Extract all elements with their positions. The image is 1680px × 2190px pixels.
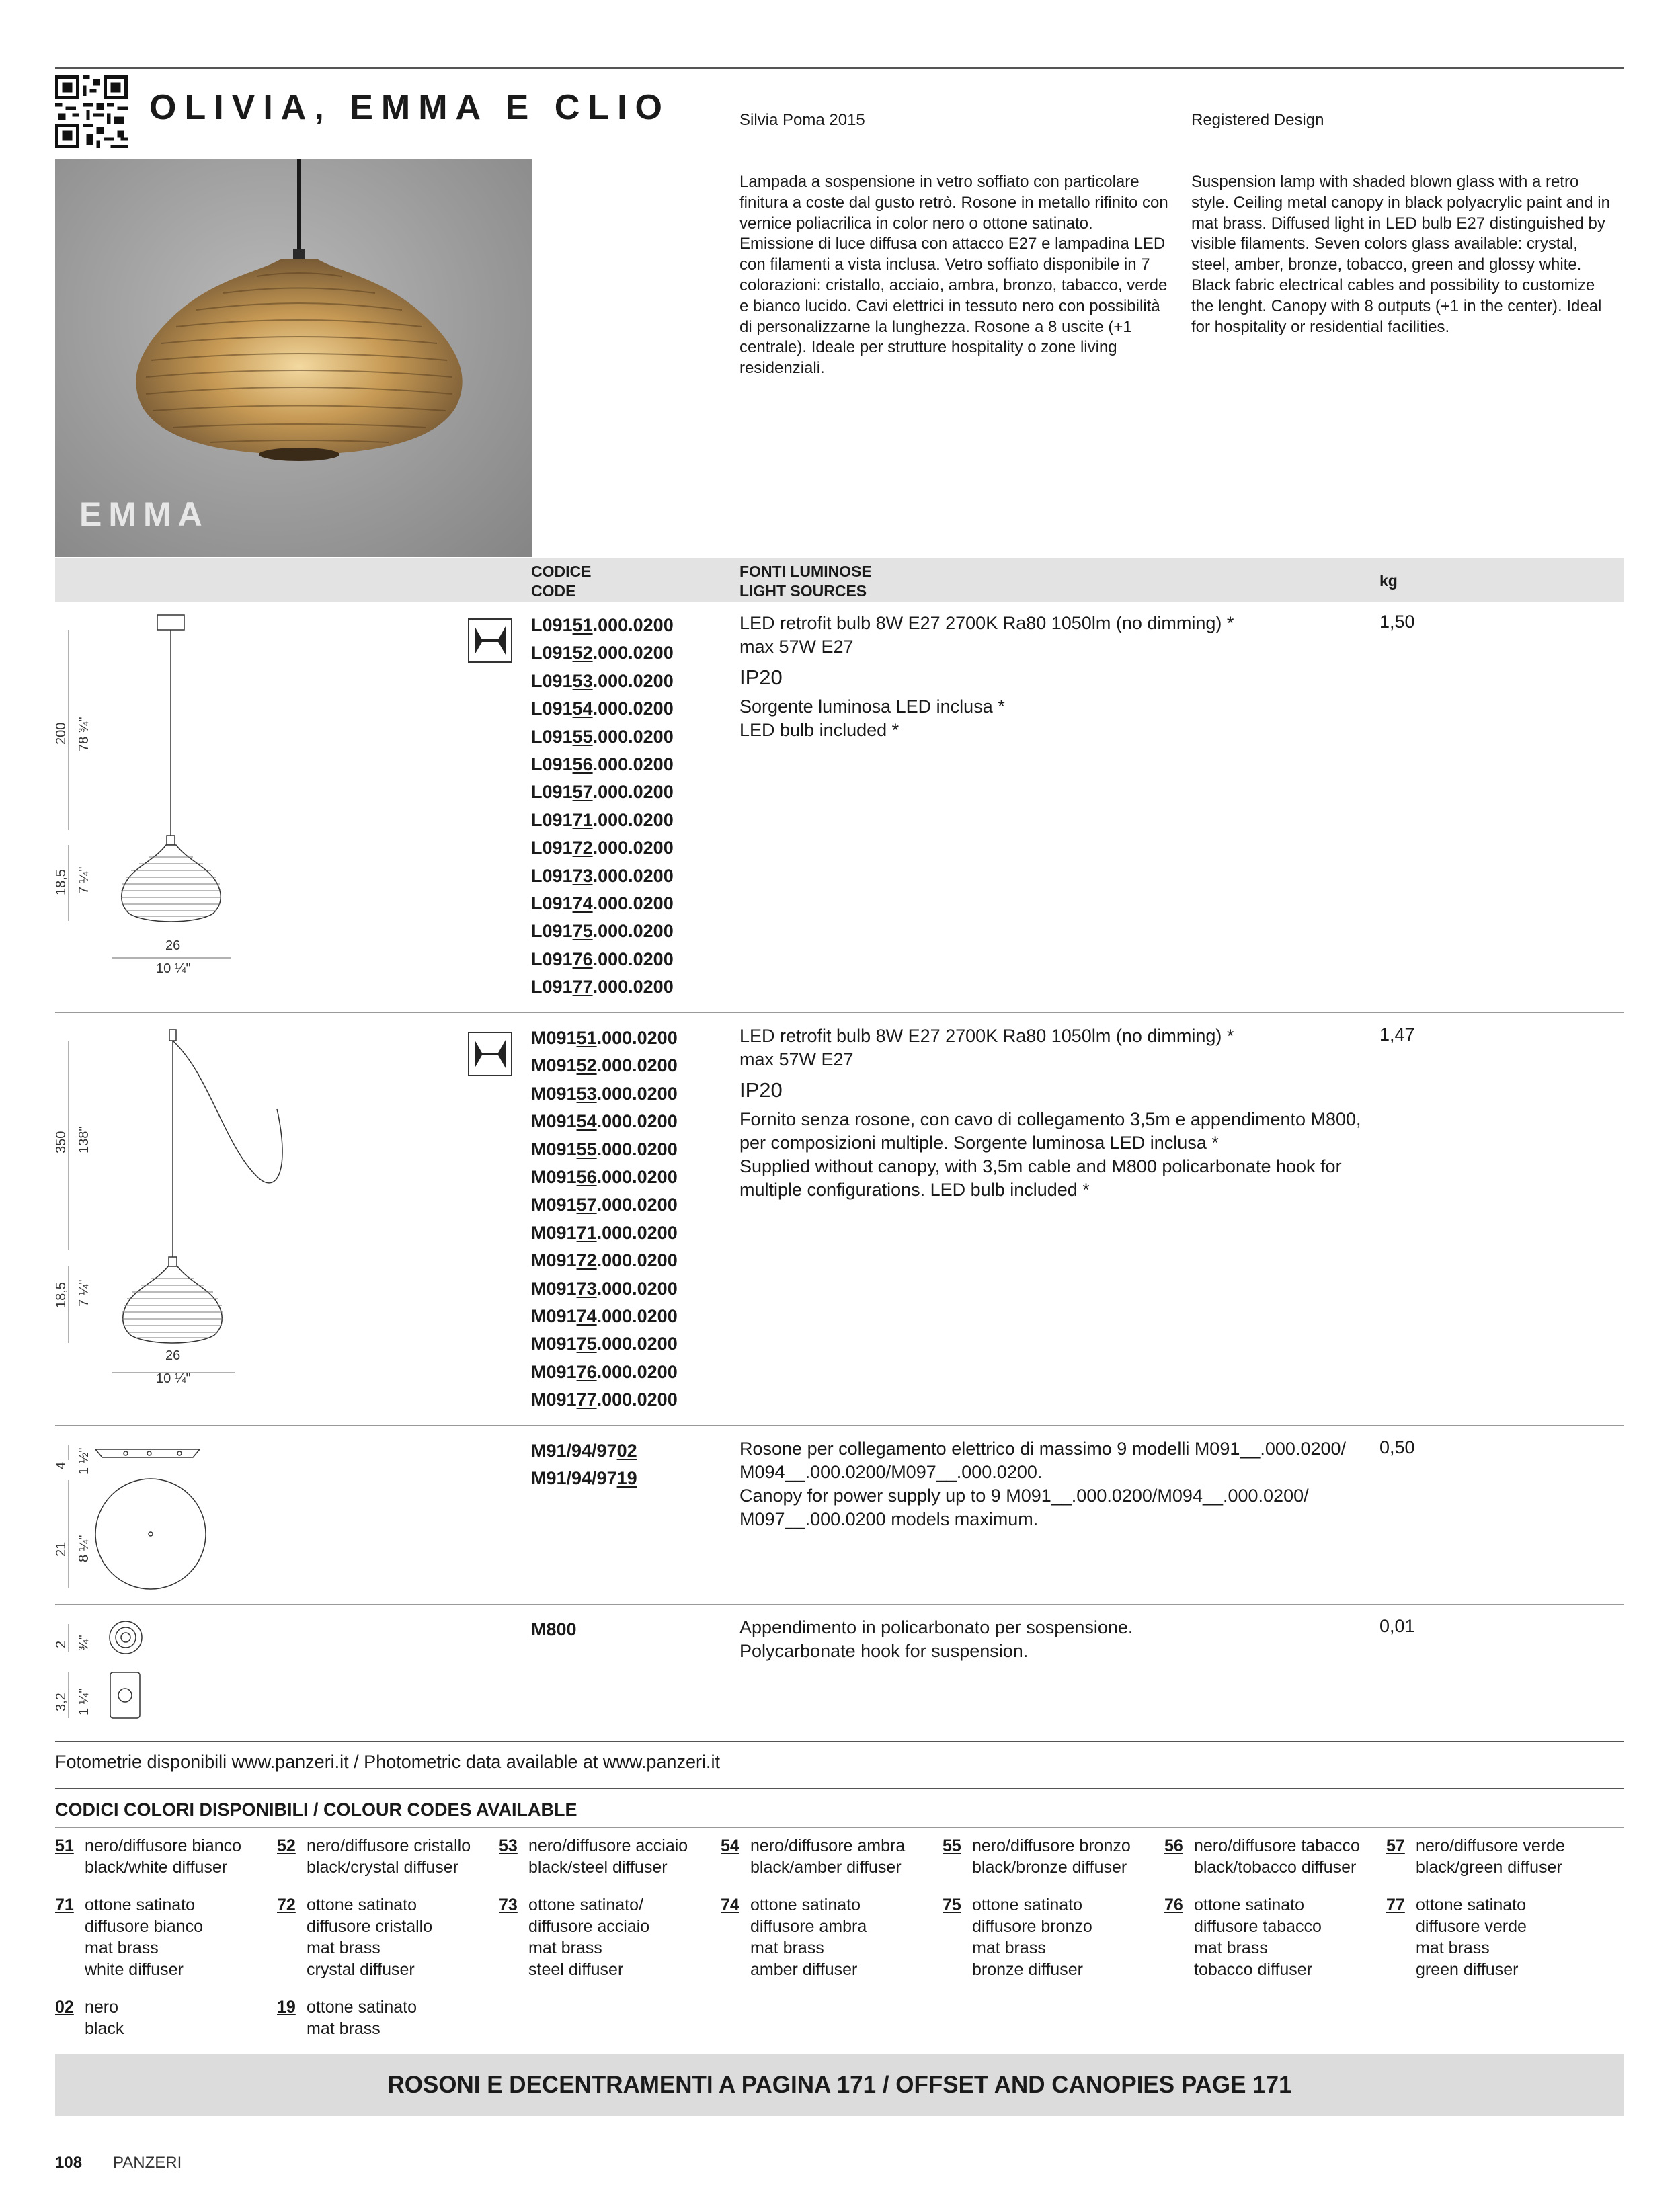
row4-weight: 0,01 — [1379, 1616, 1415, 1636]
dim-width-inch: 10 ¼" — [156, 961, 191, 976]
code-item: L09151.000.0200 — [531, 615, 674, 635]
section-rule — [55, 1788, 1624, 1789]
code-item: L09173.000.0200 — [531, 865, 674, 886]
code-item: M09171.000.0200 — [531, 1222, 678, 1243]
dim-diffuser-cm: 18,5 — [54, 869, 69, 895]
row3-description — [739, 1437, 1371, 1531]
row-divider — [55, 1425, 1624, 1426]
header-code — [531, 562, 591, 601]
code-item: M800 — [531, 1619, 577, 1639]
code-item: L09172.000.0200 — [531, 838, 674, 858]
note-line: Supplied without canopy, with 3,5m cable and M800 policarbonate hook for — [739, 1156, 1342, 1176]
suspension-type-icon — [468, 1032, 512, 1076]
code-item: M09156.000.0200 — [531, 1167, 678, 1188]
note-line: Appendimento in policarbonato per sospensione. — [739, 1617, 1133, 1637]
section-rule — [55, 1741, 1624, 1742]
code-item: M09175.000.0200 — [531, 1334, 678, 1354]
header-code-en: CODE — [531, 582, 576, 600]
suspension-type-icon — [468, 618, 512, 663]
dim-hook-height-cm: 2 — [54, 1640, 69, 1648]
note-line: Sorgente luminosa LED inclusa * — [739, 696, 1005, 717]
colour-codes-title: CODICI COLORI DISPONIBILI / COLOUR CODES AVAILABLE — [55, 1799, 577, 1820]
colour-code-item: 54 nero/diffusore ambra black/amber diffuser — [721, 1836, 906, 1877]
banner-text: ROSONI E DECENTRAMENTI A PAGINA 171 / OFFSET AND CANOPIES PAGE 171 — [387, 2072, 1292, 2098]
photometric-note: Fotometrie disponibili www.panzeri.it / Photometric data available at www.panzeri.it — [55, 1752, 720, 1772]
code-item: L09177.000.0200 — [531, 977, 674, 998]
row3-codes — [531, 1437, 637, 1493]
code-item: L09176.000.0200 — [531, 948, 674, 969]
designer-credit: Silvia Poma 2015 — [739, 111, 865, 129]
dim-height-inch: 78 ¾" — [77, 717, 91, 752]
code-item: M09174.000.0200 — [531, 1306, 678, 1327]
code-item: M09177.000.0200 — [531, 1389, 678, 1410]
header-kg: kg — [1379, 572, 1398, 590]
code-item: L09152.000.0200 — [531, 643, 674, 663]
brand-name: PANZERI — [113, 2154, 182, 2172]
light-source-line: LED retrofit bulb 8W E27 2700K Ra80 1050lm (no dimming) * — [739, 613, 1234, 633]
photo-label: EMMA — [79, 495, 209, 533]
colour-code-item: 19 ottone satinato mat brass — [277, 1998, 417, 2038]
note-line: M094__.000.0200/M097__.000.0200. — [739, 1462, 1043, 1482]
qr-code-icon — [55, 75, 128, 148]
colour-code-item: 52 nero/diffusore cristallo black/crystal diffuser — [277, 1836, 471, 1877]
code-item: L09175.000.0200 — [531, 921, 674, 942]
row2-codes — [531, 1024, 678, 1414]
colour-code-item: 73 ottone satinato/ diffusore acciaio mat brass steel diffuser — [499, 1896, 650, 1979]
colour-code-item: 53 nero/diffusore acciaio black/steel diffuser — [499, 1836, 688, 1877]
code-item: M09176.000.0200 — [531, 1361, 678, 1382]
note-line: LED bulb included * — [739, 720, 899, 740]
light-source-max: max 57W E27 — [739, 637, 854, 657]
dim-hook-length-cm: 3,2 — [54, 1693, 69, 1711]
code-item: M09157.000.0200 — [531, 1194, 678, 1215]
colour-code-item: 76 ottone satinato diffusore tabacco mat brass tobacco diffuser — [1164, 1896, 1322, 1979]
hook-drawing — [55, 1613, 190, 1734]
colour-code-item: 57 nero/diffusore verde black/green diffuser — [1386, 1836, 1565, 1877]
row4-description — [739, 1616, 1371, 1663]
code-item: M09154.000.0200 — [531, 1111, 678, 1132]
note-line: multiple configurations. LED bulb included * — [739, 1180, 1090, 1200]
colour-code-item: 74 ottone satinato diffusore ambra mat brass amber diffuser — [721, 1896, 867, 1979]
description-italian: Lampada a sospensione in vetro soffiato con particolare finitura a coste dal gusto retrò. Rosone in metallo rifinito con vernice poliacrilica in color nero o ottone satinato. Emissione di luce diffusa con attacco E27 e lampadina LED con filamenti a vista inclusa. Vetro soffiato disponibile in 7 colorazioni: cristallo, acciaio, ambra, bronzo, tabacco, verde e bianco lucido. Cavi elettrici in tessuto nero con possibilità di personalizzarne la lunghezza. Rosone a 8 uscite (+1 centrale). Ideale per strutture hospitality o zone living residenziali. — [739, 173, 1168, 378]
row2-light-source — [739, 1024, 1371, 1202]
row-divider — [55, 1012, 1624, 1013]
code-item: M09151.000.0200 — [531, 1028, 678, 1048]
offset-canopies-banner — [55, 2054, 1624, 2116]
note-line: Canopy for power supply up to 9 M091__.000.0200/M094__.000.0200/ — [739, 1486, 1309, 1506]
top-rule — [55, 67, 1624, 69]
dim-width-inch: 10 ¼" — [156, 1371, 191, 1386]
colour-code-item: 02 nero black — [55, 1998, 124, 2038]
row2-weight: 1,47 — [1379, 1024, 1415, 1045]
page-number: 108 — [55, 2154, 83, 2172]
code-item: L09157.000.0200 — [531, 782, 674, 803]
code-item: M91/94/9702 — [531, 1441, 637, 1461]
row3-weight: 0,50 — [1379, 1437, 1415, 1457]
code-item: M09152.000.0200 — [531, 1055, 678, 1076]
header-code-it: CODICE — [531, 563, 592, 580]
colour-code-item: 51 nero/diffusore bianco black/white diffuser — [55, 1836, 242, 1877]
dim-hook-height-inch: ¾" — [77, 1635, 91, 1651]
code-item: M91/94/9719 — [531, 1468, 637, 1489]
code-item: L09155.000.0200 — [531, 726, 674, 747]
colour-code-item: 72 ottone satinato diffusore cristallo mat brass crystal diffuser — [277, 1896, 433, 1979]
code-item: L09156.000.0200 — [531, 754, 674, 775]
dim-width-cm: 26 — [165, 938, 181, 953]
light-source-max: max 57W E27 — [739, 1049, 854, 1069]
code-item: L09174.000.0200 — [531, 893, 674, 914]
row1-light-source — [739, 612, 1371, 742]
row1-codes — [531, 612, 674, 1002]
row4-codes — [531, 1616, 577, 1644]
dim-diffuser-inch: 7 ¼" — [77, 866, 91, 894]
ip-rating: IP20 — [739, 1078, 783, 1102]
dim-canopy-diameter-cm: 21 — [54, 1541, 69, 1557]
product-title: OLIVIA, EMMA E CLIO — [149, 88, 670, 127]
header-light-sources — [739, 562, 872, 601]
code-item: L09154.000.0200 — [531, 698, 674, 719]
code-item: M09172.000.0200 — [531, 1250, 678, 1271]
note-line: Rosone per collegamento elettrico di massimo 9 modelli M091__.000.0200/ — [739, 1438, 1347, 1459]
note-line: Fornito senza rosone, con cavo di collegamento 3,5m e appendimento M800, — [739, 1109, 1361, 1129]
note-line: Polycarbonate hook for suspension. — [739, 1641, 1029, 1661]
product-photo — [55, 159, 532, 557]
code-item: M09153.000.0200 — [531, 1083, 678, 1104]
light-source-line: LED retrofit bulb 8W E27 2700K Ra80 1050lm (no dimming) * — [739, 1026, 1234, 1046]
header-sources-en: LIGHT SOURCES — [739, 582, 867, 600]
code-item: L09153.000.0200 — [531, 670, 674, 691]
note-line: M097__.000.0200 models maximum. — [739, 1509, 1039, 1529]
colour-code-item: 75 ottone satinato diffusore bronzo mat brass bronze diffuser — [943, 1896, 1092, 1979]
note-line: per composizioni multiple. Sorgente luminosa LED inclusa * — [739, 1133, 1219, 1153]
dim-width-cm: 26 — [165, 1348, 181, 1363]
description-english: Suspension lamp with shaded blown glass with a retro style. Ceiling metal canopy in black polyacrylic paint and in mat brass. Diffused light in LED bulb E27 distinguished by visible filaments. Seven colors glass available: crystal, steel, amber, bronze, tobacco, green and glossy white. Black fabric electrical cables and possibility to customize the lenght. Canopy with 8 outputs (+1 in the center). Ideal for hospitality or residential facilities. — [1191, 173, 1610, 336]
registered-design: Registered Design — [1191, 111, 1324, 129]
dim-height-cm: 350 — [54, 1131, 69, 1153]
header-sources-it: FONTI LUMINOSE — [739, 563, 872, 580]
colour-code-item: 71 ottone satinato diffusore bianco mat brass white diffuser — [55, 1896, 204, 1979]
dim-canopy-height-cm: 4 — [54, 1461, 69, 1469]
dim-height-inch: 138" — [77, 1126, 91, 1153]
pendant-drawing-cable-canopy — [55, 608, 264, 1005]
code-item: M09155.000.0200 — [531, 1139, 678, 1160]
row-divider — [55, 1604, 1624, 1605]
code-item: L09171.000.0200 — [531, 809, 674, 830]
dim-diffuser-cm: 18,5 — [54, 1282, 69, 1308]
dim-canopy-height-inch: 1 ½" — [77, 1447, 91, 1475]
colour-code-item: 77 ottone satinato diffusore verde mat brass green diffuser — [1386, 1896, 1527, 1979]
dim-hook-length-inch: 1 ¼" — [77, 1688, 91, 1715]
dim-height-cm: 200 — [54, 722, 69, 745]
colour-code-item: 56 nero/diffusore tabacco black/tobacco diffuser — [1164, 1836, 1360, 1877]
row1-weight: 1,50 — [1379, 612, 1415, 632]
section-rule — [55, 1827, 1624, 1828]
ip-rating: IP20 — [739, 665, 783, 689]
dim-canopy-diameter-inch: 8 ¼" — [77, 1535, 91, 1562]
pendant-drawing-hook — [55, 1022, 311, 1412]
colour-code-item: 55 nero/diffusore bronzo black/bronze diffuser — [943, 1836, 1131, 1877]
dim-diffuser-inch: 7 ¼" — [77, 1279, 91, 1307]
code-item: M09173.000.0200 — [531, 1278, 678, 1299]
